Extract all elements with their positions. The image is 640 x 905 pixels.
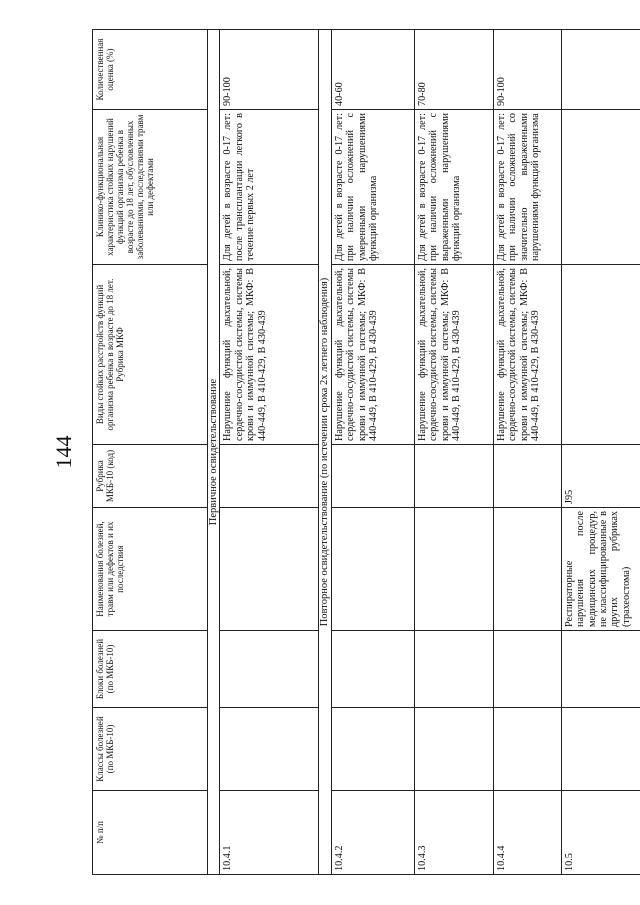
row-rubric [220,445,319,508]
header-clinical: Клинико-функциональная характеристика стойких нарушений функций организма ребенка в возрасте до 18 лет, обусловленных заболеваниями, последствиями травм или дефектами [93,110,208,265]
rotated-table-container [92,30,632,875]
row-clinical: Для детей в возрасте 0-17 лет: при наличии осложнений с умеренными нарушениями функций организма [331,110,414,265]
table-row [414,30,493,875]
row-class [493,708,561,791]
row-block [493,631,561,708]
row-name [414,508,493,631]
row-score: 70-80 [414,30,493,110]
row-class [414,708,493,791]
header-names: Наименования болезней, травм или дефектов и их последствия [93,508,208,631]
table-header-row [93,30,208,875]
row-class [220,708,319,791]
row-rubric [414,445,493,508]
header-classes: Классы болезней (по МКБ-10) [93,708,208,791]
row-score: 90-100 [493,30,561,110]
row-rubric: J95 [561,445,640,508]
page-number: 144 [51,435,76,469]
row-clinical: Для детей в возрасте 0-17 лет: при наличии осложнений с выраженными нарушениями функций организма [414,110,493,265]
table-row [493,30,561,875]
header-types: Виды стойких расстройств функций организма ребенка в возрасте до 18 лет. Рубрика МКФ [93,265,208,445]
row-class [561,708,640,791]
table-row [220,30,319,875]
section-primary-label: Первичное освидетельствование [208,30,220,875]
section-repeat-label: Повторное освидетельствование (по истечении срока 2х летнего наблюдения) [319,30,331,875]
header-rubric: Рубрика МКБ-10 (код) [93,445,208,508]
row-score: 90-100 [220,30,319,110]
row-clinical: Для детей в возрасте 0-17 лет: после трансплантации легкого в течение первых 2 лет [220,110,319,265]
header-blocks: Блоки болезней (по МКБ-10) [93,631,208,708]
row-block [331,631,414,708]
section-row-repeat [319,30,331,875]
row-clinical [561,110,640,265]
header-score: Количественная оценка (%) [93,30,208,110]
row-clinical: Для детей в возрасте 0-17 лет: при наличии осложнений со значительно выраженными нарушениями функций организма [493,110,561,265]
row-block [414,631,493,708]
row-num: 10.4.2 [331,791,414,875]
row-types: Нарушение функций дыхательной, сердечно-сосудистой системы, системы крови и иммунной системы; МКФ: В 440-449, В 410-429, В 430-439 [493,265,561,445]
row-num: 10.4.4 [493,791,561,875]
row-num: 10.4.1 [220,791,319,875]
row-block [561,631,640,708]
row-types: Нарушение функций дыхательной, сердечно-сосудистой системы, системы крови и иммунной системы; МКФ: В 440-449, В 410-429, В 430-439 [331,265,414,445]
header-num: № п/п [93,791,208,875]
section-row-primary [208,30,220,875]
row-rubric [331,445,414,508]
row-name [493,508,561,631]
row-types [561,265,640,445]
table-row [331,30,414,875]
row-types: Нарушение функций дыхательной, сердечно-сосудистой системы, системы крови и иммунной системы; МКФ: В 440-449, В 410-429, В 430-439 [220,265,319,445]
row-name [220,508,319,631]
row-block [220,631,319,708]
row-score: 40-60 [331,30,414,110]
row-name: Респираторные нарушения после медицинских процедур, не классифицированные в других рубриках (трахеостома) [561,508,640,631]
row-name [331,508,414,631]
table-row [561,30,640,875]
row-score [561,30,640,110]
row-class [331,708,414,791]
row-rubric [493,445,561,508]
row-types: Нарушение функций дыхательной, сердечно-сосудистой системы, системы крови и иммунной системы; МКФ: В 440-449, В 410-429, В 430-439 [414,265,493,445]
row-num: 10.4.3 [414,791,493,875]
row-num: 10.5 [561,791,640,875]
disability-criteria-table [92,29,640,875]
